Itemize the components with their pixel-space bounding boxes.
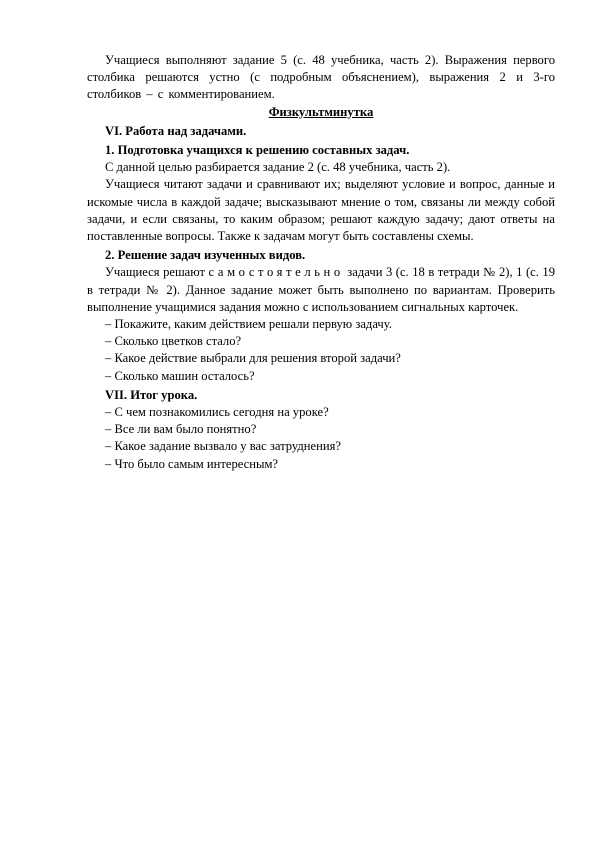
intro-paragraph: Учащиеся выполняют задание 5 (с. 48 учебника, часть 2). Выражения первого столбика решаются устно (с подробным объяснением), выражения 2 и 3-го столбиков – с комментированием. [87, 53, 555, 102]
subsection-2-paragraph [87, 264, 555, 316]
subsection-1-paragraph: Учащиеся читают задачи и сравнивают их; выделяют условие и вопрос, данные и искомые числа в каждой задаче; высказывают мнение о том, связаны ли между собой задачи, и если связаны, то каким образом; решают каждую задачу; дают ответы на поставленные вопросы. Также к задачам могут быть составлены схемы. [87, 177, 555, 244]
document-page [87, 52, 555, 473]
question-line: – Покажите, каким действием решали первую задачу. [105, 317, 392, 332]
question-line: – Какое задание вызвало у вас затруднения? [105, 439, 341, 454]
subsection-2-spaced-word: самостоятельно [208, 265, 344, 280]
subsection-2-text-before: Учащиеся решают [105, 265, 209, 280]
subsection-1-purpose: С данной целью разбирается задание 2 (с. 48 учебника, часть 2). [105, 160, 451, 175]
subsection-1-title: 1. Подготовка учащихся к решению составных задач. [105, 143, 410, 158]
question-line: – С чем познакомились сегодня на уроке? [105, 405, 329, 420]
section-7-title: VII. Итог урока. [105, 387, 198, 402]
question-line: – Сколько цветков стало? [105, 334, 242, 349]
question-line: – Сколько машин осталось? [105, 368, 255, 383]
section-6-title: VI. Работа над задачами. [105, 123, 247, 138]
subsection-2-text-after: задачи 3 (с. 18 в тетради № 2), 1 (с. 19 в тетради № 2). Данное задание может быть выполнено по вариантам. Проверить выполнение учащимися задания можно с использованием сигнальных карточек. [87, 265, 556, 314]
phys-minute-heading: Физкультминутка [268, 104, 374, 119]
question-line: – Что было самым интересным? [105, 456, 279, 471]
question-line: – Все ли вам было понятно? [105, 422, 257, 437]
subsection-2-title: 2. Решение задач изученных видов. [105, 248, 306, 263]
question-line: – Какое действие выбрали для решения второй задачи? [105, 351, 401, 366]
